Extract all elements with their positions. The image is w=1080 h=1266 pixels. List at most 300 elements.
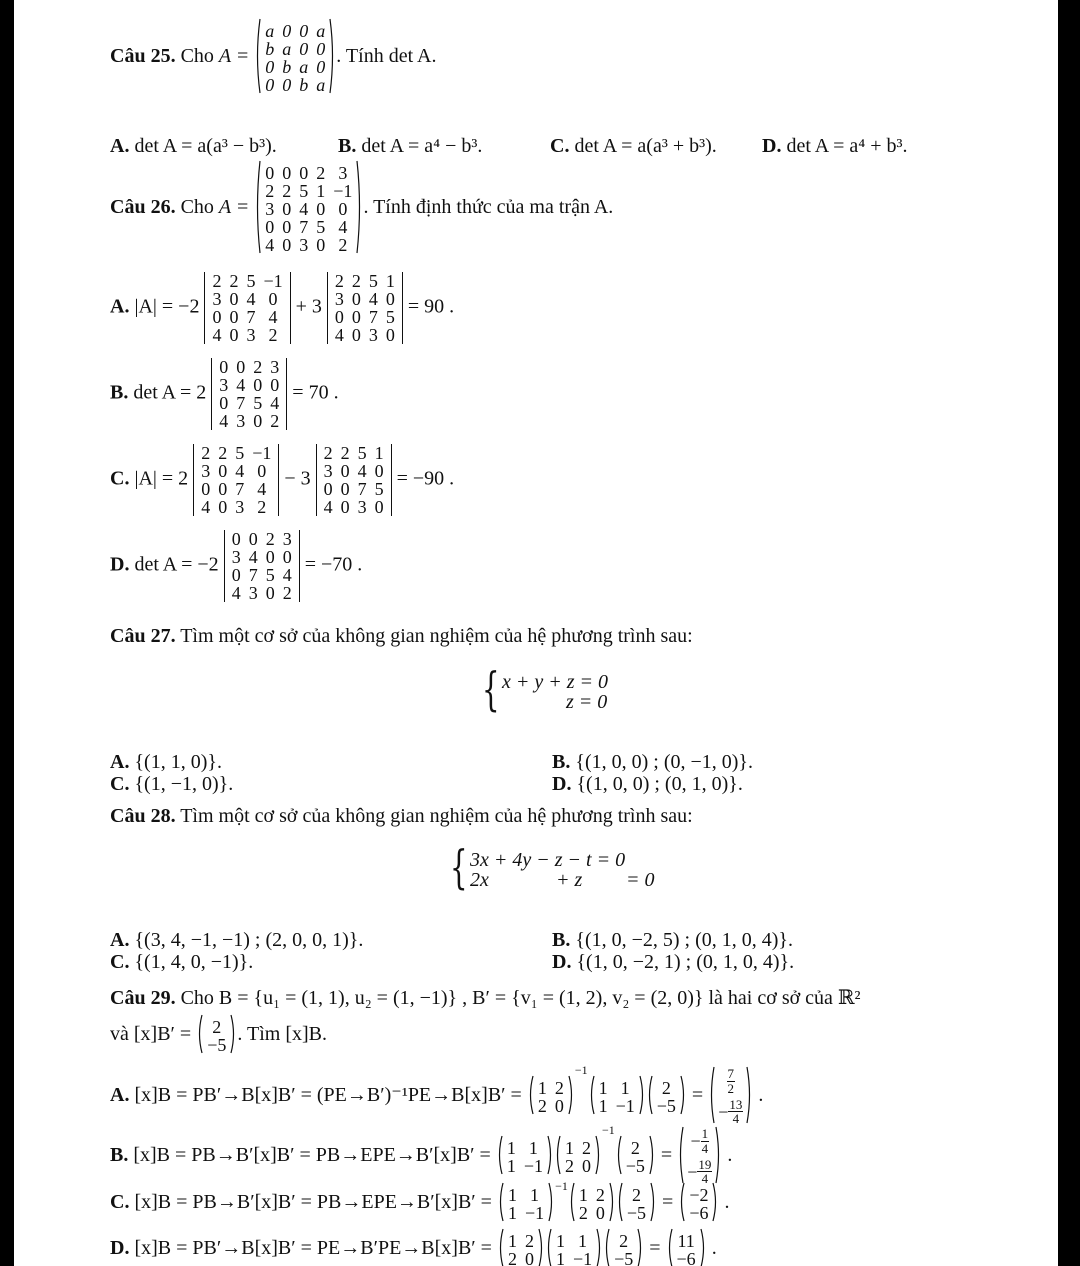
matrix-row [684,1126,715,1156]
matrix-cell: 2 [323,443,333,463]
matrix-cell: 5 [246,271,256,291]
matrix-grid [575,1186,609,1222]
matrix-cell: 0 [265,216,275,237]
equation-term: = 0 [626,869,655,891]
matrix-cell: 11 [677,1230,695,1251]
matrix-cell: 0 [265,74,275,95]
left-paren-icon [588,1075,595,1118]
matrix-cell: 0 [229,307,239,327]
matrix-cell: 0 [282,20,292,41]
matrix-grid [552,1232,596,1266]
q26-option-c [110,444,454,516]
denominator: 4 [701,1171,709,1187]
q28-option-a [110,930,363,950]
matrix-row [320,444,388,462]
matrix-cell: 2 [229,271,239,291]
q28-text: Tìm một cơ sở của không gian nghiệm của hệ phương trình sau: [180,805,693,827]
matrix-cell: b [282,56,292,77]
matrix [545,1228,603,1266]
matrix-row [552,1232,596,1250]
brace-icon: { [450,840,468,894]
equation-line: 3x + 4y − z − t = 0 [470,849,626,871]
q29-option-b: B. [x]B = PB→B′[x]B′ = PB→EPE→B′[x]B′ = 1 1 1 −11 2 2 $0^{-1}2$ −5 = − $\frac{1}{4}$ − $\frac{19}{4}$ . [110,1123,733,1187]
matrix-cell: 7 [357,479,367,499]
matrix-grid [261,22,329,94]
matrix-row [261,236,356,254]
matrix-grid [197,444,275,516]
determinant [211,358,287,430]
q29-line1: Cho B = {u₁ = (1, 1), u₂ = (1, −1)} , B′ = {v₁ = (1, 2), v₂ = (2, 0)} là hai cơ sở của ℝ² [180,987,861,1009]
option-prefix: det A = −2 [134,553,219,576]
option-result: = 70 . [292,381,339,404]
matrix-cell: 1 [506,1137,516,1158]
option-text: det A = a(a³ + b³). [574,135,717,157]
q29-option-d: D. [x]B = PB′→B[x]B′ = PE→B′PE→B[x]B′ = 1 2 2 01 1 1 −12 −5 = 11 −6 . [110,1228,717,1266]
matrix-row [561,1157,595,1175]
matrix-cell: 0 [351,289,361,309]
matrix-cell: 0 [338,198,348,219]
option-prefix: |A| = 2 [134,467,189,490]
matrix-row [610,1250,637,1266]
result-vector [666,1228,707,1266]
matrix-row [208,272,286,290]
matrix-row [228,530,296,548]
matrix-row [197,480,275,498]
matrix-grid [653,1079,680,1115]
matrix-cell: −2 [689,1184,709,1205]
q28-option-c [110,952,253,972]
matrix-cell: 2 [595,1184,605,1205]
matrix-cell: b [265,38,275,59]
matrix-cell: 2 [265,180,275,201]
matrix-cell: 0 [218,461,228,481]
option-text: det A = a(a³ − b³). [134,135,277,157]
matrix-cell: 0 [265,547,275,567]
determinant [224,530,300,602]
fraction [728,1098,743,1126]
matrix-row [575,1204,609,1222]
numerator: 19 [698,1156,712,1172]
left-paren-icon [254,160,261,257]
fraction [701,1127,710,1155]
right-paren-icon [547,1135,554,1178]
matrix-cell: 0 [282,234,292,255]
q26-lhs: A = [218,196,250,219]
matrix-cell: −5 [614,1248,634,1266]
matrix-cell: 2 [631,1184,641,1205]
matrix-cell: 2 [351,271,361,291]
matrix-row [320,498,388,516]
q26-intro: Cho [180,196,214,219]
right-paren-icon [715,1126,722,1187]
option-prefix: |A| = −2 [134,295,200,318]
matrix-cell: 0 [340,479,350,499]
matrix-cell: 0 [282,216,292,237]
matrix-cell: 0 [268,289,278,309]
matrix-cell: 3 [219,375,229,395]
right-paren-icon [609,1182,616,1225]
matrix-cell: 1 [374,443,384,463]
option-prefix: det A = 2 [133,381,207,404]
matrix-cell: a [299,56,309,77]
matrix [497,1182,555,1225]
option-letter: A. [110,295,130,318]
q27-option-c [110,774,233,794]
matrix-cell: 0 [554,1095,564,1116]
matrix-cell: 1 [578,1184,588,1205]
matrix-cell: −1 [333,180,353,201]
matrix-cell: 2 [334,271,344,291]
matrix-cell: 3 [246,325,256,345]
matrix-cell: 4 [282,565,292,585]
option-formula: [x]B = PB′→B[x]B′ = (PE→B′)⁻¹PE→B[x]B′ = [134,1084,522,1107]
matrix-cell: 1 [507,1230,517,1251]
matrix-cell: 4 [270,393,280,413]
matrix-grid [331,272,399,344]
left-paren-icon [678,1182,685,1225]
matrix-cell: 0 [282,547,292,567]
q26-label: Câu 26. [110,196,176,219]
left-paren-icon [568,1182,575,1225]
matrix-cell: 2 [282,583,292,603]
option-letter: D. [110,553,130,576]
matrix-cell: 0 [253,375,263,395]
option-text: {(1, 4, 0, −1)}. [134,951,254,973]
matrix-cell: 5 [374,479,384,499]
q29-label: Câu 29. [110,987,176,1009]
matrix-row [261,76,329,94]
matrix-cell: 0 [385,325,395,345]
matrix-row [673,1232,700,1250]
matrix-cell: 0 [299,20,309,41]
q29-option-a: A. [x]B = PB′→B[x]B′ = (PE→B′)⁻¹PE→B[x]B′ = 1 2 2 $0^{-1}1$ 1 1 −12 −5 = $\frac{7}{2}$ − $\frac{13}{4}$ . [110,1063,764,1127]
matrix [554,1135,602,1178]
matrix-cell: 0 [236,357,246,377]
matrix-cell: 0 [340,497,350,517]
q25-option-d [762,136,908,156]
matrix-cell [684,1126,715,1156]
matrix-cell: 5 [235,443,245,463]
matrix-row [228,548,296,566]
matrix-cell: 4 [236,375,246,395]
matrix-grid [208,272,286,344]
option-formula: [x]B = PB′→B[x]B′ = PE→B′PE→B[x]B′ = [134,1237,492,1260]
matrix-row [197,462,275,480]
matrix-row [504,1186,548,1204]
matrix-grid [622,1139,649,1175]
right-paren-icon [637,1228,644,1266]
matrix-grid [504,1232,538,1266]
q25-after: . Tính det A. [336,45,437,68]
option-letter: B. [552,751,571,773]
q29-statement [110,988,861,1008]
option-letter: D. [552,951,572,973]
matrix-cell: 3 [265,198,275,219]
matrix-cell: 5 [316,216,326,237]
matrix-row [653,1097,680,1115]
matrix-cell: 1 [598,1095,608,1116]
q28-statement [110,806,693,826]
option-text: {(1, 0, 0) ; (0, −1, 0)}. [575,751,754,773]
matrix [588,1075,646,1118]
option-formula: [x]B = PB→B′[x]B′ = PB→EPE→B′[x]B′ = [134,1191,492,1214]
matrix-cell: 0 [231,565,241,585]
matrix-cell: 2 [338,234,348,255]
matrix-row [503,1157,547,1175]
matrix-row [261,200,356,218]
matrix-cell: 1 [564,1137,574,1158]
left-paren-icon [677,1126,684,1187]
equation-term: 2x [470,869,489,891]
q26-option-b [110,358,339,430]
matrix-cell: 3 [270,357,280,377]
left-paren-icon [497,1228,504,1266]
matrix-cell: 3 [334,289,344,309]
option-letter: D. [552,773,572,795]
matrix-cell: 2 [218,443,228,463]
q25-option-c [550,136,717,156]
option-text: {(1, 1, 0)}. [134,751,222,773]
matrix-cell: 7 [236,393,246,413]
matrix-row [575,1186,609,1204]
matrix-cell: 1 [316,180,326,201]
matrix-cell: 0 [231,529,241,549]
matrix-cell: 3 [338,162,348,183]
matrix-cell: 2 [581,1137,591,1158]
matrix-cell: 0 [340,461,350,481]
fraction [727,1067,736,1095]
option-letter: D. [762,135,782,157]
matrix-grid [504,1186,548,1222]
matrix-cell: 2 [201,443,211,463]
option-text: {(1, 0, 0) ; (0, 1, 0)}. [576,773,743,795]
left-paren-icon [615,1135,622,1178]
matrix-cell: 0 [282,198,292,219]
matrix-cell: 2 [270,411,280,431]
matrix-cell: 3 [212,289,222,309]
matrix-row [504,1204,548,1222]
matrix-cell: 4 [201,497,211,517]
right-paren-icon [538,1228,545,1266]
q27-option-a [110,752,222,772]
determinant [327,272,403,344]
matrix-cell: 1 [530,1184,540,1205]
matrix-cell: 0 [595,1202,605,1223]
matrix-cell: 4 [212,325,222,345]
matrix-cell: −1 [523,1155,543,1176]
left-paren-icon [603,1228,610,1266]
option-text: {(1, −1, 0)}. [134,773,234,795]
matrix-cell: 0 [334,307,344,327]
matrix-cell: 3 [282,529,292,549]
matrix-cell: 3 [231,547,241,567]
matrix-cell: 2 [554,1077,564,1098]
matrix-cell: 2 [253,357,263,377]
right-paren-icon [568,1075,575,1118]
matrix-row [261,182,356,200]
matrix-row [261,164,356,182]
numerator: 7 [727,1066,735,1082]
matrix-cell: 2 [507,1248,517,1266]
q26-option-d [110,530,362,602]
matrix-cell: 3 [299,234,309,255]
matrix-cell: 4 [235,461,245,481]
left-paren-icon [196,1014,203,1057]
matrix-cell: b [299,74,309,95]
minus-sign: − [690,1131,701,1152]
matrix-row [208,326,286,344]
right-paren-icon [650,1182,657,1225]
matrix-row [331,272,399,290]
matrix-cell: 3 [323,461,333,481]
matrix-cell: 3 [248,583,258,603]
matrix-row [623,1186,650,1204]
option-letter: A. [110,929,130,951]
q26-matrix [254,160,363,257]
q25-option-a [110,136,277,156]
option-text: det A = a⁴ − b³. [361,135,483,157]
matrix-grid [715,1066,746,1127]
matrix-cell: 0 [229,289,239,309]
matrix-row [561,1139,595,1157]
matrix-cell: 7 [299,216,309,237]
matrix-cell: 2 [212,1016,222,1037]
denominator: 2 [727,1080,735,1096]
matrix-cell: 2 [268,325,278,345]
q28-label: Câu 28. [110,805,176,827]
matrix-grid [203,1018,230,1054]
matrix-cell: 0 [282,74,292,95]
option-letter: A. [110,1084,130,1107]
column-vector [615,1135,656,1178]
matrix-cell: 0 [316,56,326,77]
matrix-grid [561,1139,595,1175]
matrix-cell: −1 [572,1248,593,1266]
matrix-cell: 7 [246,307,256,327]
matrix-cell: 3 [357,497,367,517]
option-letter: C. [550,135,570,157]
matrix-cell: 1 [537,1077,547,1098]
option-formula: [x]B = PB→B′[x]B′ = PB→EPE→B′[x]B′ = [133,1144,491,1167]
matrix-cell: 4 [268,307,278,327]
q25-option-b [338,136,482,156]
matrix-row [208,308,286,326]
matrix-row [653,1079,680,1097]
matrix-cell: a [316,20,326,41]
matrix-row [622,1139,649,1157]
option-letter: B. [338,135,357,157]
matrix-cell: 0 [316,198,326,219]
matrix-row [208,290,286,308]
matrix-cell: −6 [689,1202,709,1223]
matrix-row [623,1204,650,1222]
equation-line: x + y + z = 0 [502,671,609,693]
matrix [497,1228,545,1266]
q25-statement [110,18,436,97]
matrix-cell: 0 [316,234,326,255]
matrix-cell: 1 [555,1248,565,1266]
matrix-cell: 2 [316,162,326,183]
matrix-row [685,1186,712,1204]
matrix-grid [685,1186,712,1222]
matrix-row [215,412,283,430]
option-result: = −70 . [304,553,363,576]
matrix-cell: −5 [625,1155,645,1176]
matrix-grid [623,1186,650,1222]
matrix-cell: 7 [248,565,258,585]
matrix-cell: 2 [257,497,267,517]
matrix-cell: 1 [507,1184,517,1205]
matrix-cell: 0 [219,357,229,377]
matrix-cell: 0 [374,497,384,517]
q26-option-a [110,272,454,344]
left-paren-icon [646,1075,653,1118]
determinant [193,444,279,516]
matrix-cell: 4 [323,497,333,517]
matrix-row [504,1232,538,1250]
matrix-cell: 0 [282,162,292,183]
matrix-cell: 0 [270,375,280,395]
matrix-cell: 5 [385,307,395,327]
left-paren-icon [616,1182,623,1225]
left-paren-icon [708,1066,715,1127]
matrix-row [261,58,329,76]
q28-option-d [552,952,794,972]
matrix-row [715,1097,746,1127]
matrix-row [215,394,283,412]
matrix-row [203,1036,230,1054]
matrix-cell: 3 [368,325,378,345]
matrix-cell: 3 [236,411,246,431]
right-paren-icon [712,1182,719,1225]
q25-intro: Cho [180,45,214,68]
option-letter: B. [110,381,129,404]
right-paren-icon [700,1228,707,1266]
matrix-cell: 2 [212,271,222,291]
q25-lhs: A = [218,45,250,68]
matrix-cell: 0 [374,461,384,481]
matrix-cell: 0 [581,1155,591,1176]
q27-label: Câu 27. [110,625,176,647]
q25-label: Câu 25. [110,45,176,68]
matrix-row [595,1097,639,1115]
matrix-cell: 4 [357,461,367,481]
left-paren-icon [545,1228,552,1266]
matrix-row [503,1139,547,1157]
matrix-cell: 4 [219,411,229,431]
matrix-row [715,1066,746,1096]
matrix-row [673,1250,700,1266]
matrix-cell: 5 [357,443,367,463]
matrix-cell: 2 [282,180,292,201]
q27-option-d [552,774,743,794]
minus-sign: − [687,1161,698,1182]
option-text: det A = a⁴ + b³. [786,135,908,157]
matrix-row [197,444,275,462]
matrix-row [610,1232,637,1250]
option-letter: C. [110,951,130,973]
right-paren-icon [680,1075,687,1118]
matrix-grid [503,1139,547,1175]
matrix-row [331,326,399,344]
matrix-grid [534,1079,568,1115]
matrix-cell: 0 [524,1248,534,1266]
option-letter: C. [110,1191,130,1214]
denominator: 4 [701,1140,709,1156]
matrix-cell: 1 [506,1155,516,1176]
matrix-cell: 0 [351,325,361,345]
left-paren-icon [527,1075,534,1118]
